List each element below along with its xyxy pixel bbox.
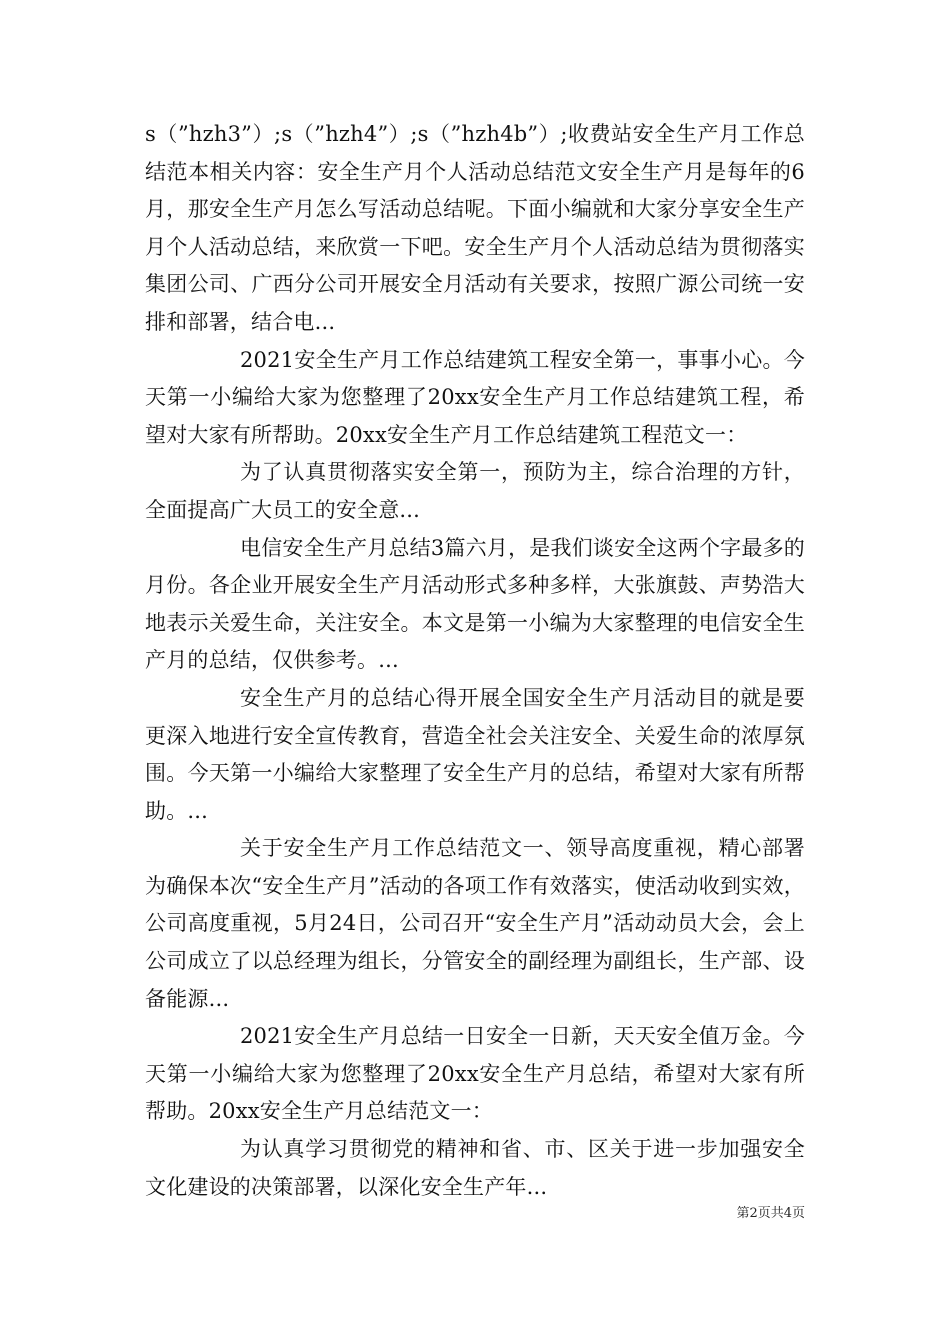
paragraph-intro: s（”hzh3”）;s（”hzh4”）;s（”hzh4b”）;收费站安全生产月工作总结范本相关内容：安全生产月个人活动总结范文安全生产月是每年的6月，那安全生产月怎么写活动总结呢。下面小编就和大家分享安全生产月个人活动总结，来欣赏一下吧。安全生产月个人活动总结为贯彻落实集团公司、广西分公司开展安全月活动有关要求，按照广源公司统一安排和部署，结合电... (145, 122, 805, 334)
paragraph-construction-summary: 2021安全生产月工作总结建筑工程安全第一，事事小心。今天第一小编给大家为您整理了20xx安全生产月工作总结建筑工程，希望对大家有所帮助。20xx安全生产月工作总结建筑工程范文一： (145, 347, 805, 447)
page-number-footer: 第2页共4页 (736, 1206, 805, 1221)
paragraph-month-summary: 2021安全生产月总结一日安全一日新，天天安全值万金。今天第一小编给大家为您整理了20xx安全生产月总结，希望对大家有所帮助。20xx安全生产月总结范文一： (145, 1024, 805, 1124)
paragraph-work-summary: 关于安全生产月工作总结范文一、领导高度重视，精心部署为确保本次“安全生产月”活动的各项工作有效落实，使活动收到实效，公司高度重视，5月24日，公司召开“安全生产月”活动动员大会，会上公司成立了以总经理为组长，分管安全的副经理为副组长，生产部、设备能源... (145, 836, 805, 1011)
document-body (145, 116, 805, 1206)
paragraph-culture-excerpt: 为认真学习贯彻党的精神和省、市、区关于进一步加强安全文化建设的决策部署，以深化安全生产年... (145, 1137, 805, 1199)
paragraph-construction-excerpt: 为了认真贯彻落实安全第一，预防为主，综合治理的方针，全面提高广大员工的安全意... (145, 460, 805, 522)
paragraph-experience-summary: 安全生产月的总结心得开展全国安全生产月活动目的就是要更深入地进行安全宣传教育，营造全社会关注安全、关爱生命的浓厚氛围。今天第一小编给大家整理了安全生产月的总结，希望对大家有所帮助。... (145, 685, 805, 823)
paragraph-telecom-summary: 电信安全生产月总结3篇六月，是我们谈安全这两个字最多的月份。各企业开展安全生产月活动形式多种多样，大张旗鼓、声势浩大地表示关爱生命，关注安全。本文是第一小编为大家整理的电信安全生产月的总结，仅供参考。... (145, 535, 805, 673)
